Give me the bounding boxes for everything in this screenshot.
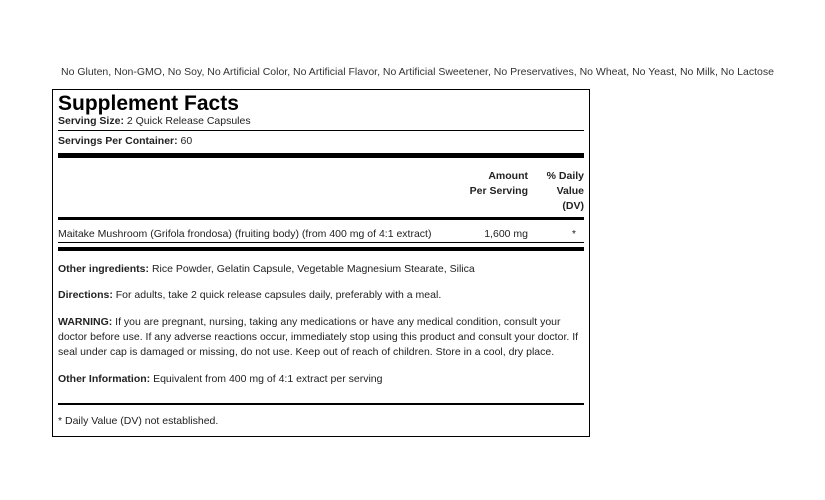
divider-footer (58, 403, 584, 405)
footnote: * Daily Value (DV) not established. (58, 415, 219, 427)
divider-thin (58, 242, 584, 243)
directions-text: For adults, take 2 quick release capsules daily, preferably with a meal. (115, 289, 442, 301)
servings-per-value: 60 (180, 135, 193, 147)
divider-thick (58, 247, 584, 251)
panel-title: Supplement Facts (58, 92, 239, 115)
ingredient-dv: * (571, 228, 576, 240)
header-dv-line1: % Daily (546, 170, 584, 182)
supplement-facts-panel (52, 89, 590, 437)
header-amount-line1: Amount (488, 170, 528, 182)
serving-size (58, 115, 251, 127)
warning (58, 315, 584, 360)
header-amount-line2: Per Serving (469, 185, 528, 197)
divider-thick (58, 153, 584, 158)
servings-per-container (58, 135, 192, 147)
other-info-label: Other Information: (58, 373, 151, 385)
allergen-statement: No Gluten, Non-GMO, No Soy, No Artificial Color, No Artificial Flavor, No Artificial Sweetener, No Preservatives, No Wheat, No Yeast, No Milk, No Lactose (61, 66, 774, 78)
directions (58, 288, 584, 303)
divider-medium (58, 217, 584, 220)
header-dv-line2: Value (556, 185, 584, 197)
servings-per-label: Servings Per Container: (58, 135, 178, 147)
other-information (58, 372, 584, 387)
ingredient-amount: 1,600 mg (484, 228, 528, 240)
warning-label: WARNING: (58, 316, 113, 328)
other-ingredients-label: Other ingredients: (58, 263, 150, 275)
ingredient-name: Maitake Mushroom (Grifola frondosa) (fruiting body) (from 400 mg of 4:1 extract) (58, 228, 432, 240)
serving-size-label: Serving Size: (58, 115, 124, 127)
header-amount (448, 169, 528, 199)
divider-thin (58, 130, 584, 131)
other-ingredients (58, 262, 584, 277)
warning-text: If you are pregnant, nursing, taking any medications or have any medical condition, consult your doctor before use. If any adverse reactions occur, immediately stop using this product and consult your doctor. If seal under cap is damaged or missing, do not use. Keep out of reach of children. Store in a cool, dry place. (58, 316, 579, 358)
other-info-text: Equivalent from 400 mg of 4:1 extract per serving (153, 373, 383, 385)
header-dv-line3: (DV) (562, 200, 584, 212)
header-daily-value (532, 169, 584, 214)
other-ingredients-text: Rice Powder, Gelatin Capsule, Vegetable Magnesium Stearate, Silica (151, 263, 475, 275)
serving-size-value: 2 Quick Release Capsules (126, 115, 251, 127)
directions-label: Directions: (58, 289, 113, 301)
